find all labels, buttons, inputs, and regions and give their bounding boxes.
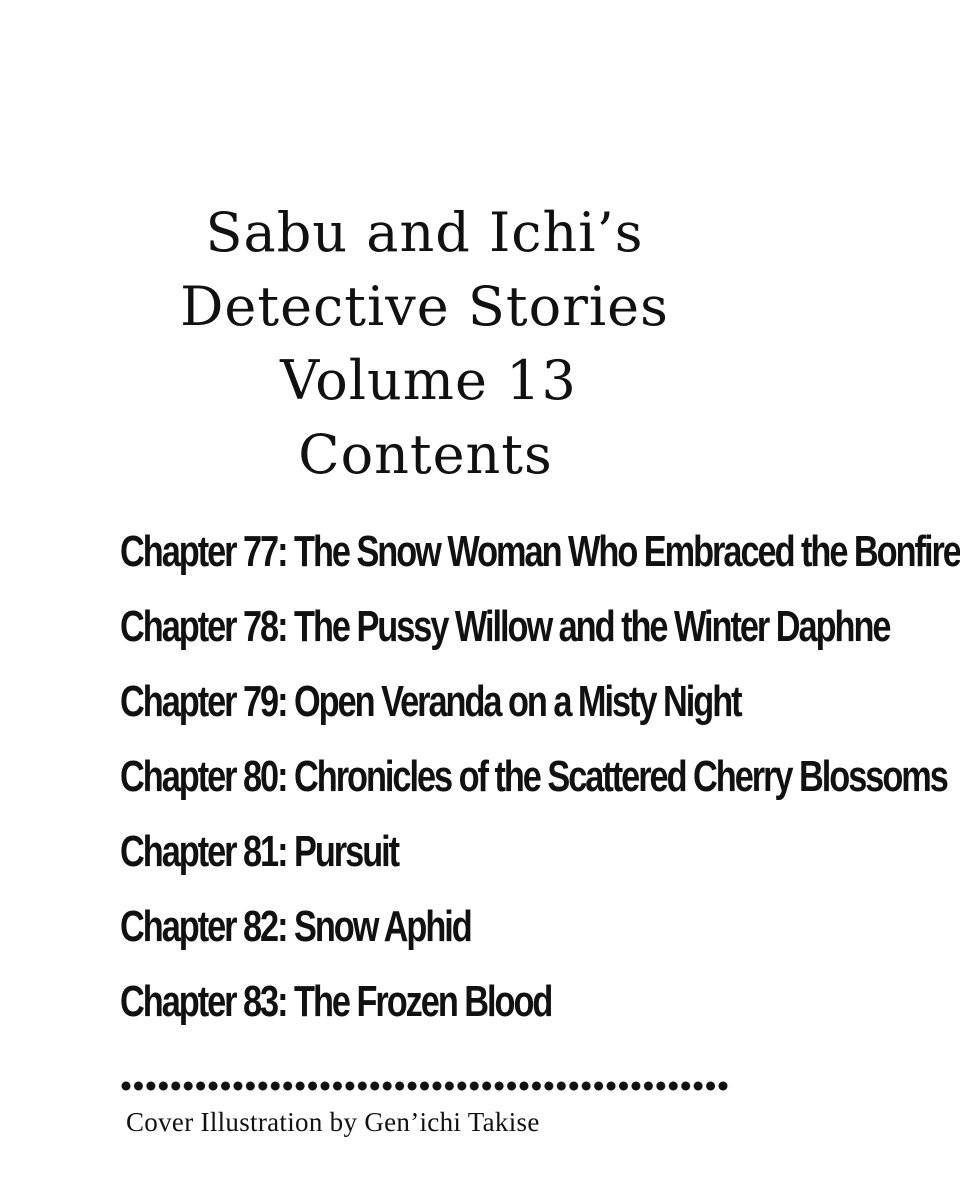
- cover-illustration-credit: Cover Illustration by Gen’ichi Takise: [126, 1107, 540, 1137]
- chapter-83: Chapter 83: The Frozen Blood: [120, 977, 552, 1026]
- contents-heading: Contents: [298, 423, 553, 486]
- series-title-line-2: Detective Stories: [180, 275, 669, 338]
- chapter-81: Chapter 81: Pursuit: [120, 827, 399, 876]
- chapter-80: Chapter 80: Chronicles of the Scattered Cherry Blossoms: [120, 752, 947, 801]
- chapter-list: [120, 522, 960, 1047]
- chapter-82: Chapter 82: Snow Aphid: [120, 902, 471, 951]
- volume-number: Volume 13: [280, 349, 577, 412]
- chapter-77: Chapter 77: The Snow Woman Who Embraced the Bonfire: [120, 527, 960, 576]
- series-title-line-1: Sabu and Ichi’s: [205, 201, 644, 264]
- dotted-divider: [121, 1080, 731, 1094]
- chapter-78: Chapter 78: The Pussy Willow and the Winter Daphne: [120, 602, 890, 651]
- chapter-79: Chapter 79: Open Veranda on a Misty Night: [120, 677, 741, 726]
- title-block: [0, 196, 851, 492]
